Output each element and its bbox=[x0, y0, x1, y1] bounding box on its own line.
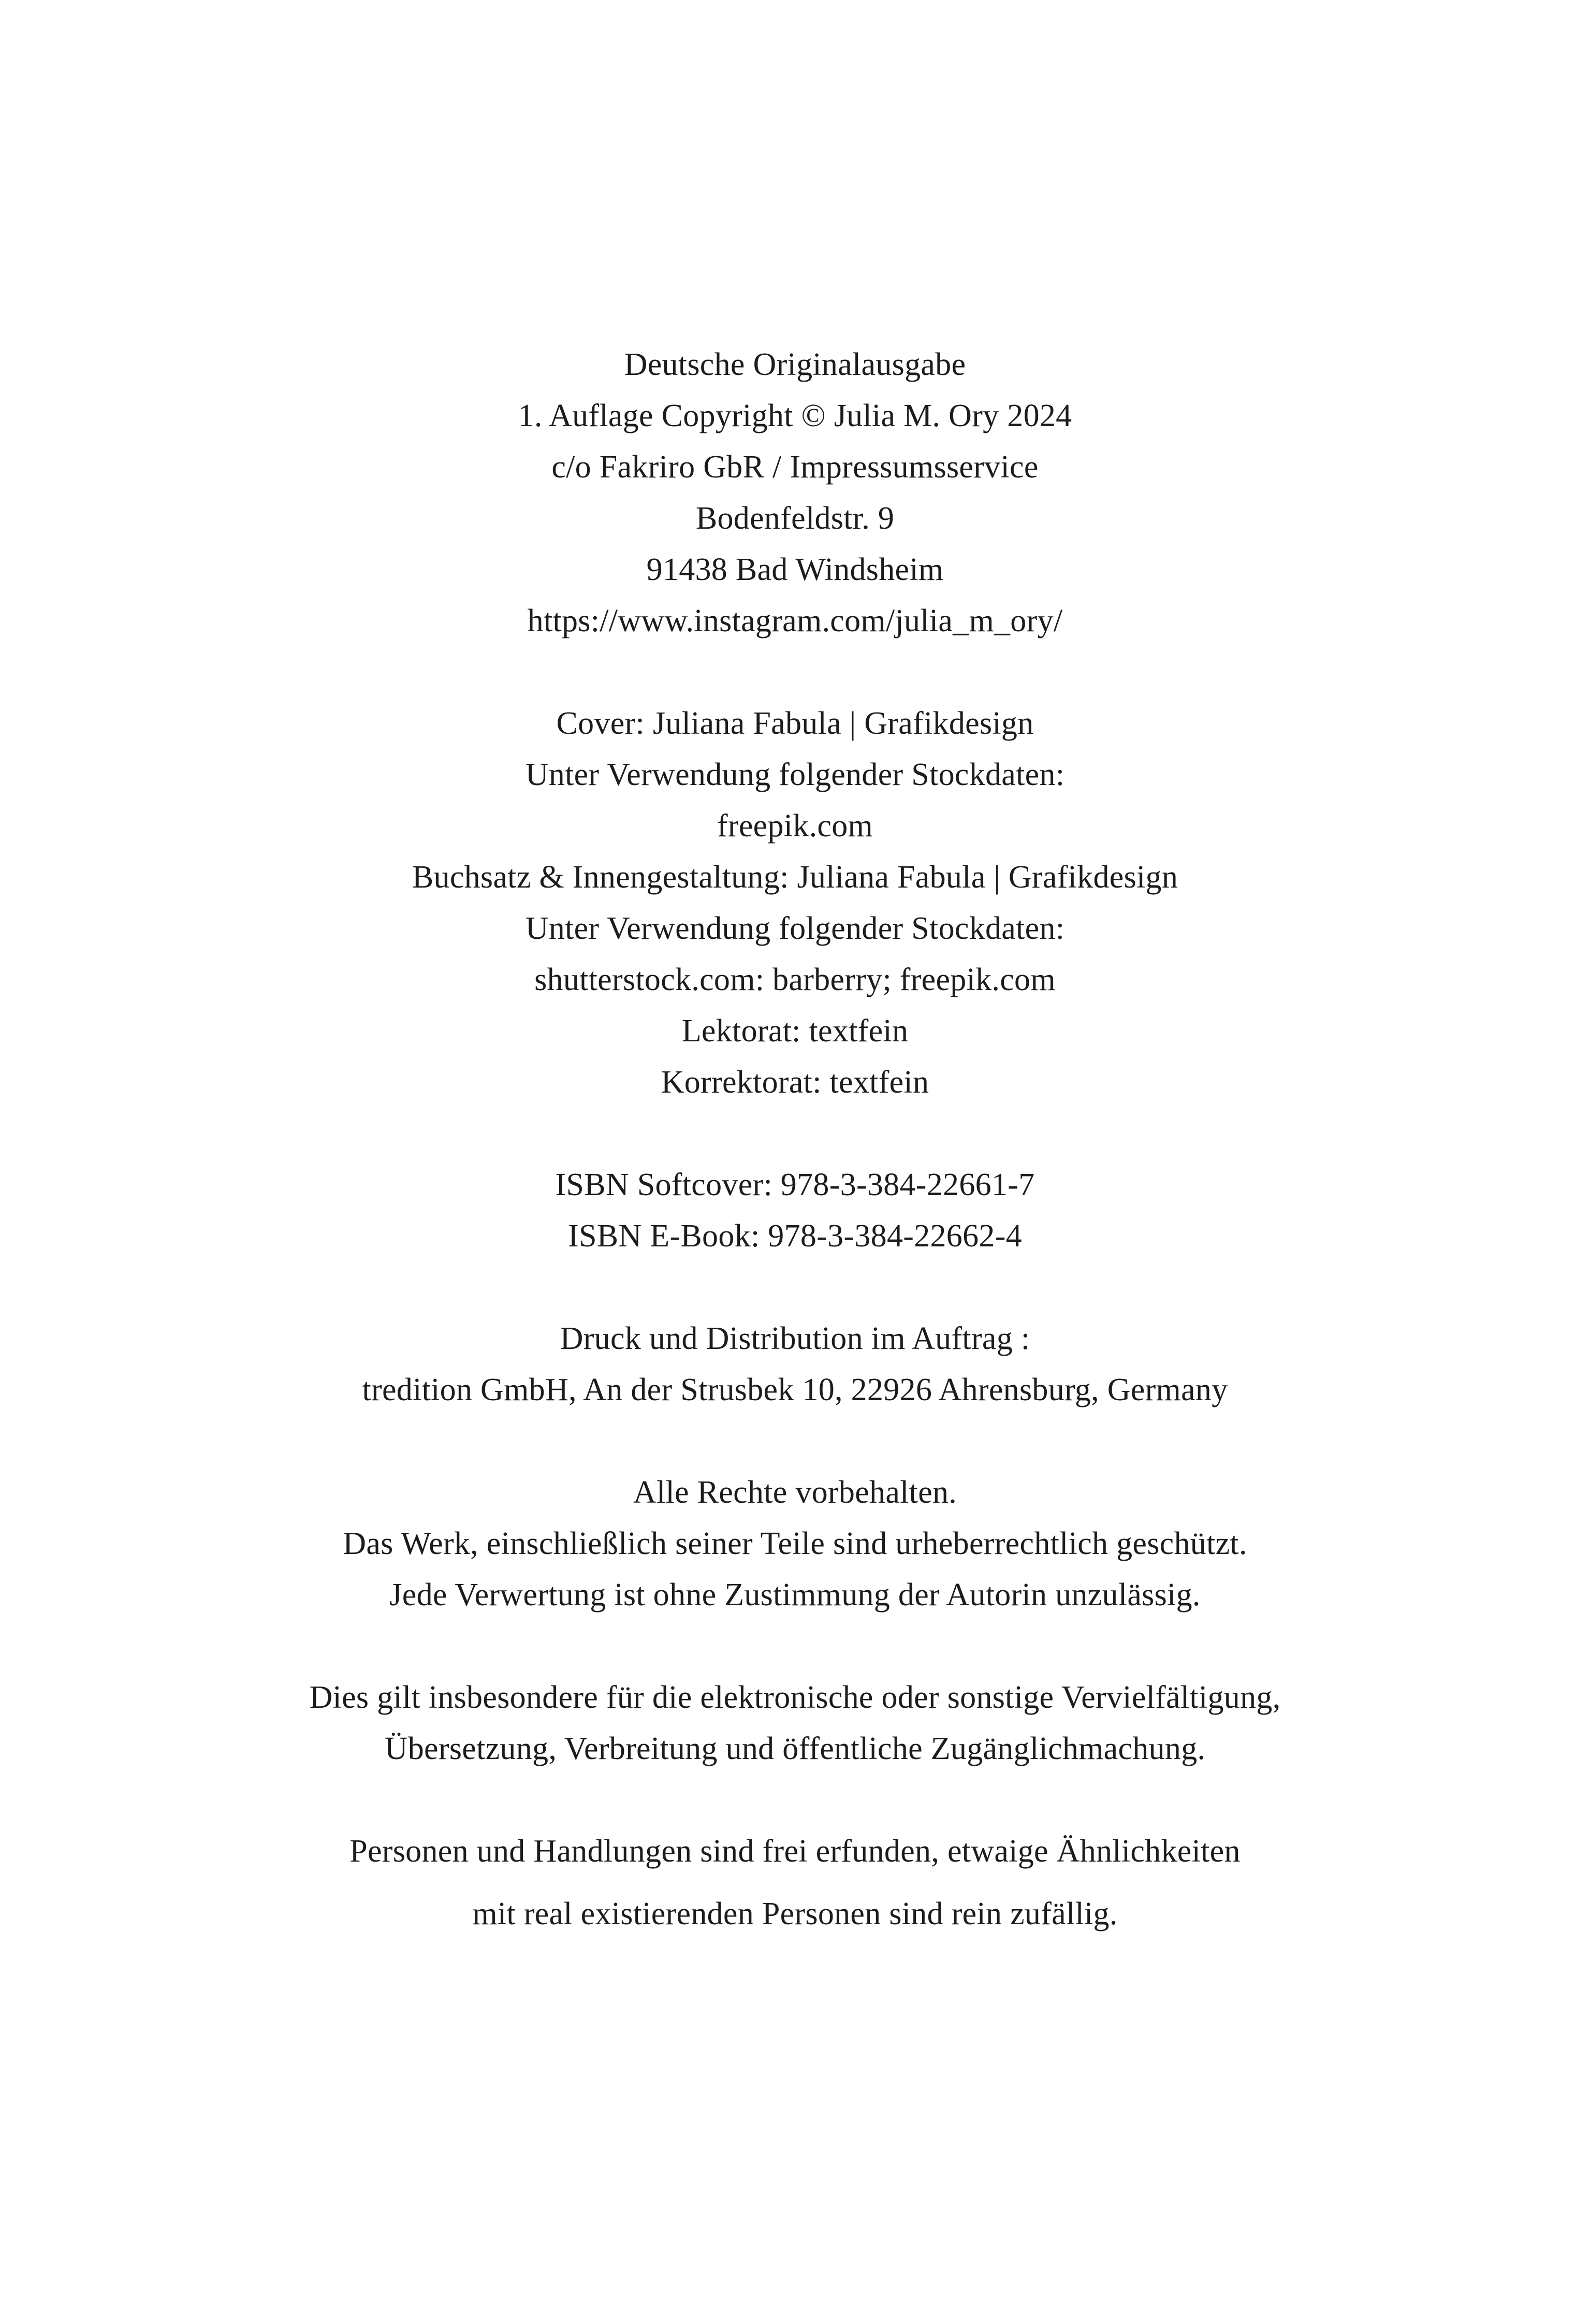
interior-stock-source-line: shutterstock.com: barberry; freepik.com bbox=[534, 962, 1056, 997]
instagram-url-line: https://www.instagram.com/julia_m_ory/ bbox=[527, 603, 1063, 638]
isbn-block bbox=[0, 1159, 1590, 1262]
cover-stock-source-line: freepik.com bbox=[717, 808, 873, 844]
cover-credit-line: Cover: Juliana Fabula | Grafikdesign bbox=[556, 706, 1034, 741]
copyright-protection-line: Das Werk, einschließlich seiner Teile sind urheberrechtlich geschützt. bbox=[343, 1526, 1247, 1561]
typesetting-credit-line: Buchsatz & Innengestaltung: Juliana Fabula | Grafikdesign bbox=[412, 860, 1178, 895]
distribution-intro-line: Druck und Distribution im Auftrag : bbox=[560, 1321, 1030, 1356]
isbn-ebook-line: ISBN E-Book: 978-3-384-22662-4 bbox=[568, 1218, 1022, 1254]
reproduction-line: Dies gilt insbesondere für die elektronische oder sonstige Vervielfältigung, bbox=[309, 1680, 1281, 1715]
distribution-block bbox=[0, 1313, 1590, 1416]
copyright-line: 1. Auflage Copyright © Julia M. Ory 2024 bbox=[518, 398, 1072, 433]
address-street-line: Bodenfeldstr. 9 bbox=[695, 501, 895, 536]
translation-distribution-line: Übersetzung, Verbreitung und öffentliche Zugänglichmachung. bbox=[384, 1731, 1206, 1766]
usage-consent-line: Jede Verwertung ist ohne Zustimmung der Autorin unzulässig. bbox=[389, 1577, 1201, 1613]
coincidence-disclaimer-line: mit real existierenden Personen sind rein zufällig. bbox=[472, 1896, 1118, 1931]
interior-stock-intro-line: Unter Verwendung folgender Stockdaten: bbox=[525, 911, 1065, 946]
disclaimer-block bbox=[0, 1826, 1590, 1940]
rights-detail-block bbox=[0, 1672, 1590, 1775]
address-care-of-line: c/o Fakriro GbR / Impressumsservice bbox=[551, 449, 1039, 485]
distributor-address-line: tredition GmbH, An der Strusbek 10, 22926 Ahrensburg, Germany bbox=[362, 1372, 1228, 1407]
imprint-text bbox=[0, 339, 1590, 1940]
isbn-softcover-line: ISBN Softcover: 978-3-384-22661-7 bbox=[555, 1167, 1035, 1202]
rights-block bbox=[0, 1467, 1590, 1621]
fiction-disclaimer-line: Personen und Handlungen sind frei erfunden, etwaige Ähnlichkeiten bbox=[349, 1834, 1241, 1869]
design-credits-block bbox=[0, 698, 1590, 1108]
publication-block bbox=[0, 339, 1590, 647]
cover-stock-intro-line: Unter Verwendung folgender Stockdaten: bbox=[525, 757, 1065, 792]
address-city-line: 91438 Bad Windsheim bbox=[646, 552, 944, 587]
proofreading-credit-line: Korrektorat: textfein bbox=[661, 1065, 929, 1100]
edition-line: Deutsche Originalausgabe bbox=[624, 347, 966, 382]
rights-reserved-line: Alle Rechte vorbehalten. bbox=[633, 1475, 957, 1510]
editing-credit-line: Lektorat: textfein bbox=[681, 1013, 909, 1049]
